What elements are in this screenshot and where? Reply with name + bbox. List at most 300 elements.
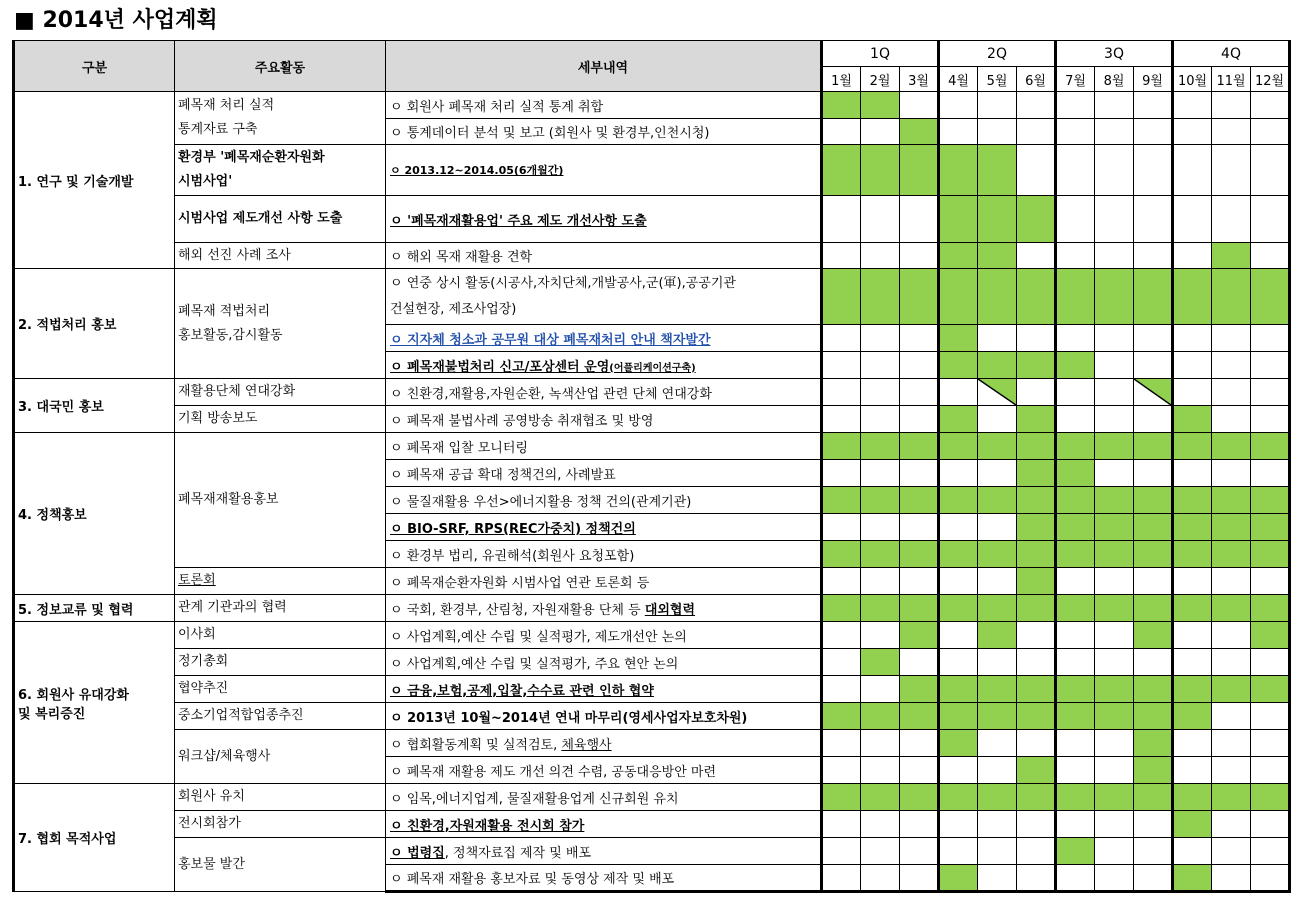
schedule-cell	[1056, 243, 1095, 269]
schedule-cell	[1212, 757, 1251, 784]
schedule-cell	[1251, 145, 1290, 196]
schedule-cell	[900, 811, 939, 838]
schedule-cell	[1173, 865, 1212, 892]
schedule-cell	[1056, 865, 1095, 892]
schedule-cell	[822, 784, 861, 811]
schedule-cell	[1134, 406, 1173, 433]
schedule-cell	[900, 460, 939, 487]
schedule-cell	[1056, 196, 1095, 243]
detail-cell	[386, 514, 822, 541]
month-header: 9월	[1134, 67, 1173, 92]
page-title: ■ 2014년 사업계획	[14, 8, 218, 33]
detail-text: ㅇ 폐목재 재활용 홍보자료 및 동영상 제작 및 배포	[390, 872, 675, 887]
schedule-cell	[1056, 119, 1095, 145]
schedule-cell	[861, 865, 900, 892]
schedule-cell	[1212, 703, 1251, 730]
activity-cell: 시범사업 제도개선 사항 도출	[175, 196, 386, 243]
detail-text: ㅇ 2013.12~2014.05(6개월간)	[390, 164, 564, 177]
schedule-cell	[822, 145, 861, 196]
schedule-cell	[1173, 379, 1212, 406]
schedule-cell	[1251, 460, 1290, 487]
schedule-cell	[1212, 865, 1251, 892]
activity-cell: 협약추진	[175, 676, 386, 703]
detail-cell	[386, 865, 822, 892]
partial-schedule-mark	[978, 379, 1016, 405]
schedule-cell	[939, 406, 978, 433]
table-row	[14, 406, 1290, 433]
schedule-cell	[978, 269, 1017, 325]
schedule-cell	[1017, 865, 1056, 892]
schedule-cell	[1212, 196, 1251, 243]
detail-cell	[386, 784, 822, 811]
schedule-cell	[900, 838, 939, 865]
month-header: 4월	[939, 67, 978, 92]
schedule-cell	[1095, 352, 1134, 379]
detail-cell	[386, 243, 822, 269]
month-header: 6월	[1017, 67, 1056, 92]
schedule-cell	[861, 433, 900, 460]
schedule-cell	[1134, 649, 1173, 676]
schedule-cell	[1173, 406, 1212, 433]
schedule-cell	[1095, 514, 1134, 541]
month-header: 10월	[1173, 67, 1212, 92]
schedule-cell	[822, 92, 861, 119]
detail-text: ㅇ 통계데이터 분석 및 보고 (회원사 및 환경부,인천시청)	[390, 126, 710, 141]
schedule-cell	[1056, 838, 1095, 865]
schedule-cell	[978, 838, 1017, 865]
schedule-cell	[978, 541, 1017, 568]
activity-cell: 토론회	[175, 568, 386, 595]
detail-text: ㅇ 2013년 10월~2014년 연내 마무리(영세사업자보호차원)	[390, 710, 748, 726]
schedule-cell	[822, 649, 861, 676]
schedule-cell	[822, 622, 861, 649]
schedule-cell	[1251, 595, 1290, 622]
schedule-cell	[900, 757, 939, 784]
header-category: 구분	[14, 41, 175, 92]
schedule-cell	[1251, 487, 1290, 514]
detail-text: ㅇ 친환경,재활용,자원순환, 녹색산업 관련 단체 연대강화	[390, 386, 712, 402]
schedule-cell	[1017, 649, 1056, 676]
schedule-cell	[900, 784, 939, 811]
header-activity: 주요활동	[175, 41, 386, 92]
schedule-cell	[1134, 269, 1173, 325]
schedule-cell	[1212, 730, 1251, 757]
schedule-cell	[1095, 784, 1134, 811]
schedule-cell	[1134, 811, 1173, 838]
schedule-cell	[1173, 460, 1212, 487]
schedule-cell	[1251, 757, 1290, 784]
schedule-cell	[978, 325, 1017, 352]
detail-cell	[386, 838, 822, 865]
detail-cell	[386, 145, 822, 196]
schedule-cell	[1095, 433, 1134, 460]
schedule-cell	[1173, 487, 1212, 514]
schedule-cell	[1017, 676, 1056, 703]
schedule-cell	[1212, 649, 1251, 676]
schedule-cell	[1173, 676, 1212, 703]
table-row	[14, 838, 1290, 865]
schedule-cell	[1251, 676, 1290, 703]
schedule-cell	[1056, 145, 1095, 196]
schedule-cell	[1056, 568, 1095, 595]
schedule-cell	[1095, 595, 1134, 622]
detail-text: ㅇ 법령집	[390, 845, 445, 861]
schedule-cell	[978, 145, 1017, 196]
schedule-cell	[1056, 433, 1095, 460]
schedule-cell	[1134, 196, 1173, 243]
schedule-cell	[900, 269, 939, 325]
schedule-cell	[1212, 460, 1251, 487]
schedule-cell	[1173, 269, 1212, 325]
schedule-cell	[939, 196, 978, 243]
schedule-cell	[822, 676, 861, 703]
schedule-cell	[1251, 730, 1290, 757]
quarter-header: 3Q	[1056, 41, 1173, 67]
month-header: 5월	[978, 67, 1017, 92]
schedule-cell	[1095, 676, 1134, 703]
table-row	[14, 595, 1290, 622]
schedule-cell	[1134, 865, 1173, 892]
schedule-cell	[1134, 541, 1173, 568]
schedule-cell	[900, 406, 939, 433]
schedule-cell	[1056, 406, 1095, 433]
schedule-cell	[861, 406, 900, 433]
detail-text: ㅇ 국회, 환경부, 산림청, 자원재활용 단체 등	[390, 602, 645, 618]
activity-cell: 홍보물 발간	[175, 838, 386, 892]
schedule-cell	[900, 730, 939, 757]
schedule-cell	[1134, 379, 1173, 406]
schedule-cell	[1017, 784, 1056, 811]
schedule-cell	[1173, 514, 1212, 541]
schedule-cell	[1212, 325, 1251, 352]
activity-cell: 해외 선진 사례 조사	[175, 243, 386, 269]
schedule-cell	[978, 196, 1017, 243]
schedule-cell	[900, 865, 939, 892]
schedule-cell	[900, 676, 939, 703]
table-row	[14, 243, 1290, 269]
schedule-cell	[861, 541, 900, 568]
schedule-cell	[1251, 541, 1290, 568]
schedule-cell	[1212, 379, 1251, 406]
schedule-cell	[861, 595, 900, 622]
detail-text: ㅇ 친환경,자원재활용 전시회 참가	[390, 818, 585, 834]
partial-schedule-mark	[1134, 379, 1171, 405]
schedule-cell	[1017, 379, 1056, 406]
schedule-cell	[1017, 568, 1056, 595]
detail-cell	[386, 595, 822, 622]
detail-text: ㅇ 임목,에너지업계, 물질재활용업계 신규회원 유치	[390, 791, 679, 807]
schedule-cell	[1056, 514, 1095, 541]
detail-text: ㅇ 폐목재 공급 확대 정책건의, 사례발표	[390, 467, 616, 483]
schedule-cell	[1056, 730, 1095, 757]
schedule-cell	[861, 243, 900, 269]
schedule-cell	[900, 514, 939, 541]
schedule-cell	[939, 730, 978, 757]
schedule-cell	[1134, 703, 1173, 730]
schedule-cell	[1173, 92, 1212, 119]
schedule-cell	[900, 622, 939, 649]
schedule-cell	[939, 514, 978, 541]
activity-cell: 전시회참가	[175, 811, 386, 838]
schedule-cell	[861, 622, 900, 649]
schedule-cell	[861, 703, 900, 730]
schedule-cell	[822, 838, 861, 865]
schedule-cell	[1095, 379, 1134, 406]
schedule-cell	[822, 730, 861, 757]
schedule-cell	[1251, 622, 1290, 649]
detail-rest: , 정책자료집 제작 및 배포	[444, 845, 592, 861]
schedule-cell	[1095, 703, 1134, 730]
schedule-cell	[822, 352, 861, 379]
month-header: 3월	[900, 67, 939, 92]
month-header: 8월	[1095, 67, 1134, 92]
schedule-cell	[1134, 325, 1173, 352]
schedule-cell	[822, 379, 861, 406]
quarter-header: 2Q	[939, 41, 1056, 67]
detail-cell	[386, 541, 822, 568]
detail-text: ㅇ 협회활동계획 및 실적검토,	[390, 737, 562, 753]
schedule-cell	[1017, 622, 1056, 649]
schedule-cell	[1251, 433, 1290, 460]
schedule-cell	[1056, 757, 1095, 784]
schedule-cell	[1251, 379, 1290, 406]
schedule-cell	[822, 243, 861, 269]
schedule-cell	[861, 784, 900, 811]
schedule-cell	[1173, 119, 1212, 145]
schedule-cell	[978, 460, 1017, 487]
detail-text: ㅇ 사업계획,예산 수립 및 실적평가, 제도개선안 논의	[390, 629, 687, 645]
detail-text: ㅇ 해외 목재 재활용 견학	[390, 250, 533, 265]
month-header: 11월	[1212, 67, 1251, 92]
detail-emphasis: 대외협력	[644, 602, 696, 618]
schedule-cell	[1173, 541, 1212, 568]
schedule-cell	[1251, 269, 1290, 325]
schedule-cell	[1017, 433, 1056, 460]
schedule-cell	[822, 514, 861, 541]
schedule-cell	[1173, 568, 1212, 595]
schedule-cell	[1095, 730, 1134, 757]
schedule-cell	[1056, 811, 1095, 838]
schedule-cell	[1017, 196, 1056, 243]
quarter-header: 1Q	[822, 41, 939, 67]
detail-text: ㅇ 물질재활용 우선>에너지활용 정책 건의(관계기관)	[390, 494, 692, 510]
schedule-cell	[1056, 379, 1095, 406]
detail-text: ㅇ 회원사 폐목재 처리 실적 통계 취합	[390, 99, 604, 115]
category-cell: 5. 정보교류 및 협력	[14, 595, 175, 622]
schedule-cell	[1056, 92, 1095, 119]
schedule-cell	[978, 514, 1017, 541]
detail-note: (어플리케이션구축)	[609, 362, 696, 374]
schedule-cell	[1251, 325, 1290, 352]
schedule-cell	[1017, 119, 1056, 145]
schedule-cell	[1212, 541, 1251, 568]
schedule-cell	[978, 243, 1017, 269]
detail-cell	[386, 487, 822, 514]
category-cell: 3. 대국민 홍보	[14, 379, 175, 433]
activity-cell: 중소기업적합업종추진	[175, 703, 386, 730]
schedule-cell	[1017, 514, 1056, 541]
schedule-cell	[978, 649, 1017, 676]
detail-text: ㅇ BIO-SRF, RPS(REC가중치) 정책건의	[390, 521, 636, 537]
schedule-cell	[1212, 433, 1251, 460]
schedule-cell	[1212, 568, 1251, 595]
schedule-cell	[1212, 838, 1251, 865]
schedule-cell	[1251, 838, 1290, 865]
schedule-cell	[939, 145, 978, 196]
activity-cell: 재활용단체 연대강화	[175, 379, 386, 406]
schedule-cell	[1212, 92, 1251, 119]
table-row	[14, 622, 1290, 649]
schedule-cell	[1056, 325, 1095, 352]
table-row	[14, 649, 1290, 676]
schedule-cell	[1134, 757, 1173, 784]
schedule-cell	[1017, 703, 1056, 730]
schedule-cell	[822, 541, 861, 568]
detail-text: ㅇ 환경부 법리, 유권해석(회원사 요청포함)	[390, 548, 635, 564]
schedule-cell	[861, 269, 900, 325]
schedule-cell	[822, 406, 861, 433]
schedule-cell	[900, 379, 939, 406]
schedule-cell	[900, 649, 939, 676]
schedule-cell	[978, 379, 1017, 406]
schedule-cell	[1095, 757, 1134, 784]
schedule-cell	[822, 703, 861, 730]
schedule-cell	[1017, 352, 1056, 379]
schedule-cell	[900, 487, 939, 514]
activity-cell: 관계 기관과의 협력	[175, 595, 386, 622]
schedule-cell	[861, 730, 900, 757]
schedule-cell	[978, 119, 1017, 145]
schedule-cell	[1017, 811, 1056, 838]
schedule-cell	[1251, 119, 1290, 145]
schedule-cell	[939, 784, 978, 811]
activity-cell: 기획 방송보도	[175, 406, 386, 433]
schedule-cell	[978, 622, 1017, 649]
schedule-cell	[900, 119, 939, 145]
schedule-cell	[1095, 487, 1134, 514]
schedule-cell	[1056, 649, 1095, 676]
schedule-cell	[1251, 196, 1290, 243]
schedule-cell	[978, 757, 1017, 784]
activity-cell: 정기총회	[175, 649, 386, 676]
schedule-cell	[939, 595, 978, 622]
schedule-cell	[861, 487, 900, 514]
schedule-cell	[1251, 243, 1290, 269]
schedule-cell	[978, 433, 1017, 460]
schedule-cell	[1134, 92, 1173, 119]
schedule-cell	[1173, 730, 1212, 757]
schedule-cell	[939, 676, 978, 703]
schedule-cell	[1134, 514, 1173, 541]
schedule-cell	[900, 433, 939, 460]
schedule-cell	[1212, 119, 1251, 145]
schedule-cell	[1095, 406, 1134, 433]
header-detail: 세부내역	[386, 41, 822, 92]
schedule-cell	[861, 811, 900, 838]
category-cell: 2. 적법처리 홍보	[14, 269, 175, 379]
schedule-cell	[1056, 269, 1095, 325]
schedule-cell	[861, 757, 900, 784]
table-row	[14, 92, 1290, 119]
table-row	[14, 145, 1290, 196]
schedule-cell	[1134, 730, 1173, 757]
schedule-cell	[1095, 838, 1134, 865]
schedule-cell	[1056, 622, 1095, 649]
activity-cell: 회원사 유치	[175, 784, 386, 811]
schedule-cell	[1212, 487, 1251, 514]
month-header: 12월	[1251, 67, 1290, 92]
schedule-cell	[1212, 676, 1251, 703]
detail-emphasis: 체육행사	[561, 737, 612, 753]
schedule-cell	[1056, 595, 1095, 622]
activity-cell: 이사회	[175, 622, 386, 649]
detail-text: ㅇ 지자체 청소과 공무원 대상 폐목재처리 안내 책자발간	[390, 332, 711, 348]
detail-cell	[386, 196, 822, 243]
schedule-cell	[939, 325, 978, 352]
schedule-cell	[1134, 784, 1173, 811]
schedule-cell	[1095, 865, 1134, 892]
schedule-cell	[939, 379, 978, 406]
schedule-cell	[822, 865, 861, 892]
schedule-cell	[1173, 649, 1212, 676]
schedule-cell	[822, 595, 861, 622]
schedule-cell	[1212, 269, 1251, 325]
schedule-cell	[978, 730, 1017, 757]
activity-cell: 폐목재 처리 실적 통계자료 구축	[175, 92, 386, 145]
schedule-cell	[1173, 838, 1212, 865]
detail-text: ㅇ 폐목재 불법사례 공영방송 취재협조 및 방영	[390, 413, 654, 429]
schedule-cell	[861, 676, 900, 703]
schedule-cell	[861, 568, 900, 595]
category-cell: 4. 정책홍보	[14, 433, 175, 595]
schedule-cell	[822, 325, 861, 352]
schedule-cell	[900, 145, 939, 196]
schedule-cell	[1212, 514, 1251, 541]
schedule-cell	[1095, 145, 1134, 196]
schedule-cell	[939, 243, 978, 269]
schedule-cell	[1134, 352, 1173, 379]
month-header: 1월	[822, 67, 861, 92]
schedule-cell	[978, 352, 1017, 379]
schedule-cell	[1173, 622, 1212, 649]
detail-cell	[386, 811, 822, 838]
schedule-cell	[1017, 487, 1056, 514]
schedule-cell	[1173, 595, 1212, 622]
detail-cell	[386, 730, 822, 757]
schedule-cell	[1212, 622, 1251, 649]
schedule-cell	[1017, 460, 1056, 487]
category-cell: 7. 협회 목적사업	[14, 784, 175, 892]
schedule-cell	[822, 811, 861, 838]
schedule-cell	[1017, 145, 1056, 196]
table-row	[14, 703, 1290, 730]
schedule-cell	[1095, 119, 1134, 145]
schedule-cell	[1017, 757, 1056, 784]
schedule-cell	[939, 269, 978, 325]
schedule-cell	[1095, 325, 1134, 352]
schedule-cell	[978, 406, 1017, 433]
table-row	[14, 811, 1290, 838]
detail-cell	[386, 119, 822, 145]
schedule-cell	[1056, 460, 1095, 487]
schedule-cell	[978, 487, 1017, 514]
detail-text: ㅇ 금융,보험,공제,입찰,수수료 관련 인하 협약	[390, 683, 654, 699]
schedule-cell	[1134, 487, 1173, 514]
business-plan-table	[12, 40, 1291, 893]
detail-cell	[386, 379, 822, 406]
schedule-cell	[1017, 730, 1056, 757]
detail-cell	[386, 460, 822, 487]
